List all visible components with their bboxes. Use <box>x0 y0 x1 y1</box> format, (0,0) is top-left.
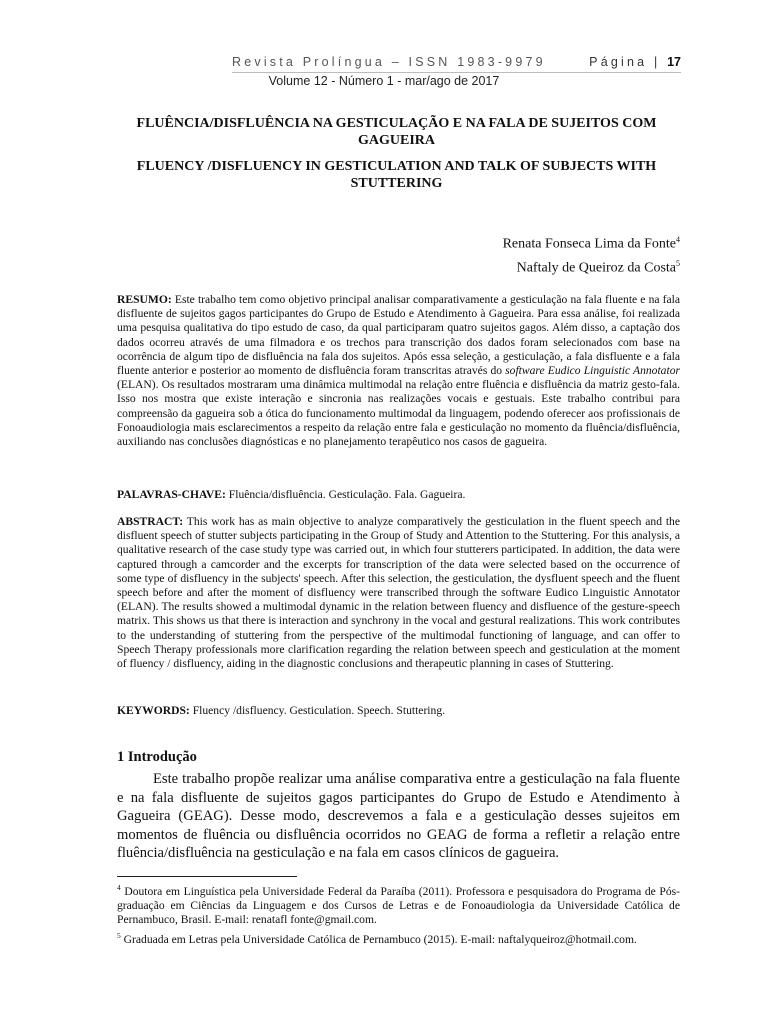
footnote-4 <box>117 881 680 927</box>
footnote-number: 5 <box>117 931 121 941</box>
resumo-paragraph <box>117 293 680 449</box>
abstract-paragraph <box>117 515 680 671</box>
author-name: Renata Fonseca Lima da Fonte <box>502 236 676 252</box>
page-indicator <box>589 55 681 69</box>
section-heading: 1 Introdução <box>117 749 197 765</box>
author-name: Naftaly de Queiroz da Costa <box>516 260 676 276</box>
keywords-text: Fluency /disfluency. Gesticulation. Speech. Stuttering. <box>189 704 446 717</box>
footnote-text: Graduada em Letras pela Universidade Católica de Pernambuco (2015). E-mail: naftalyqueiroz@hotmail.com. <box>120 933 637 947</box>
palavras-chave-label: PALAVRAS-CHAVE: <box>117 488 226 501</box>
resumo-text: Este trabalho tem como objetivo principal analisar comparativamente a gesticulação na fala fluente e na fala disfluente de sujeitos gagos participantes do Grupo de Estudo e Atendimento à Gagueira. Para essa análise, foi realizada uma pesquisa qualitativa do tipo estudo de caso, da qual participaram quatro sujeitos gagos. Além disso, a captação dos dados ocorreu através de uma filmadora e os trechos para transcrição dos dados foram selecionados com base na ocorrência de algum tipo de disfluência na fala dos sujeitos. Após essa seleção, a gesticulação, a fala disfluente e a fala fluente anterior e posterior ao momento de disfluência foram transcritas através do <box>117 293 680 378</box>
footnote-number: 4 <box>117 883 121 892</box>
footnote-ref: 4 <box>676 235 680 244</box>
abstract-text: This work has as main objective to analyze comparatively the gesticulation in the fluent speech and the disfluent speech of stutter subjects participating in the Group of Study and Attention to the Stuttering. For this analysis, a qualitative research of the case study type was carried out, in which four stutterers participated. In addition, the data were captured through a camcorder and the excerpts for transcription of the data were selected based on the occurrence of some type of disfluency in the subjects' speech. After this selection, the gesticulation, the dysfluent speech and the fluent speech before and after the moment of disfluency were transcribed through the software Eudico Linguistic Annotator (ELAN). The results showed a multimodal dynamic in the relation between fluency and disfluence of the gesture-speech matrix. This shows us that there is interaction and synchrony in the vocal and gestural realizations. This work contributes to the understanding of stuttering from the perspective of the multimodal functioning of language, and can offer to Speech Therapy professionals more clarification regarding the relation between speech and gesticulation at the moment of fluency / disfluency, aiding in the diagnostic conclusions and therapeutic planning in cases of Stuttering. <box>117 515 680 671</box>
resumo-text-end: (ELAN). Os resultados mostraram uma dinâmica multimodal na relação entre fluência e disfluência da matriz gesto-fala. Isso nos mostra que existe interação e sincronia nas realizações vocais e gestuais. Este trabalho contribui para compreensão da gagueira sob a ótica do funcionamento multimodal da linguagem, podendo oferecer aos profissionais de Fonoaudiologia mais esclarecimentos a respeito da relação entre fala e gesticulação no momento da fluência/disfluência, auxiliando nas conclusões diagnósticas e no planejamento terapêutico nos casos de gagueira. <box>117 378 680 449</box>
journal-name: Revista Prolíngua – ISSN 1983-9979 <box>232 55 546 69</box>
resumo-label: RESUMO: <box>117 293 172 306</box>
authors <box>503 230 680 277</box>
issue-info: Volume 12 - Número 1 - mar/ago de 2017 <box>268 74 500 88</box>
footnote-rule <box>117 876 297 877</box>
keywords <box>117 704 680 718</box>
author-2 <box>503 254 680 278</box>
footnote-5 <box>117 929 680 947</box>
header-rule <box>232 72 681 73</box>
page-label: Página | <box>589 55 661 69</box>
abstract-label: ABSTRACT: <box>117 515 184 528</box>
palavras-chave <box>117 488 680 502</box>
software-name: software Eudico Linguistic Annotator <box>505 364 681 378</box>
title-english: FLUENCY /DISFLUENCY IN GESTICULATION AND TALK OF SUBJECTS WITH STUTTERING <box>136 159 657 191</box>
footnote-ref: 5 <box>676 258 680 268</box>
footnotes <box>117 881 680 950</box>
running-head <box>232 55 681 69</box>
footnote-text: Doutora em Linguística pela Universidade Federal da Paraíba (2011). Professora e pesquisadora do Programa de Pós-graduação em Ciências da Linguagem e dos Cursos de Letras e de Fonoaudiologia da Universidade Católica de Pernambuco, Brasil. E-mail: renatafl fonte@gmail.com. <box>117 884 680 927</box>
intro-paragraph: Este trabalho propõe realizar uma análise comparativa entre a gesticulação na fala fluente e na fala disfluente de sujeitos gagos participantes do Grupo de Estudo e Atendimento à Gagueira (GEAG). Desse modo, descrevemos a fala e a gesticulação desses sujeitos em momentos de fluência ou disfluência ocorridos no GEAG de forma a refletir a relação entre fluência/disfluência na gesticulação e na fala em casos clínicos de gagueira. <box>117 771 680 861</box>
title-portuguese: FLUÊNCIA/DISFLUÊNCIA NA GESTICULAÇÃO E NA FALA DE SUJEITOS COM GAGUEIRA <box>136 116 657 148</box>
page-number: 17 <box>667 55 681 69</box>
author-1 <box>503 230 680 254</box>
keywords-label: KEYWORDS: <box>117 704 190 717</box>
palavras-chave-text: Fluência/disfluência. Gesticulação. Fala. Gagueira. <box>225 488 466 501</box>
